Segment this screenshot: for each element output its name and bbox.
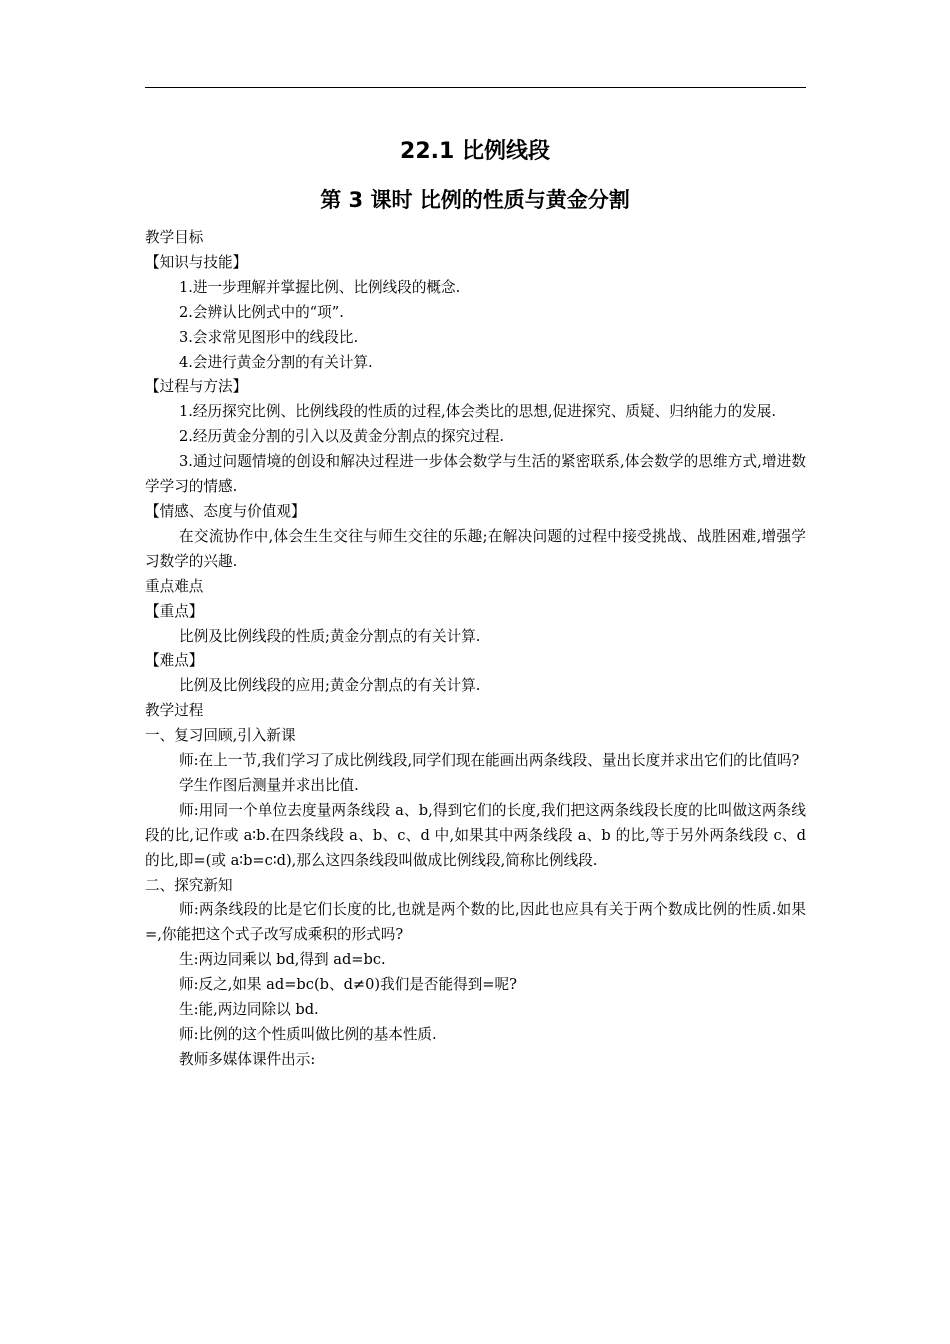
body-paragraph: 教师多媒体课件出示: — [179, 1050, 316, 1068]
section-heading: 教学目标 — [145, 229, 204, 246]
body-paragraph: 生:能,两边同除以 bd. — [179, 1001, 319, 1019]
body-paragraph: 2.经历黄金分割的引入以及黄金分割点的探究过程. — [179, 428, 505, 446]
section-heading: 教学过程 — [145, 702, 204, 720]
body-paragraph: 师:反之,如果 ad=bc(b、d≠0)我们是否能得到=呢? — [179, 976, 517, 994]
section-heading: 【知识与技能】 — [145, 253, 248, 271]
header-rule — [145, 87, 806, 88]
document-title: 22.1 比例线段 — [400, 139, 550, 164]
body-paragraph: 1.进一步理解并掌握比例、比例线段的概念. — [179, 278, 461, 296]
section-heading: 【过程与方法】 — [145, 378, 248, 396]
body-paragraph: 师:在上一节,我们学习了成比例线段,同学们现在能画出两条线段、量出长度并求出它们的比值吗? — [179, 752, 800, 770]
section-heading: 【难点】 — [145, 652, 204, 670]
section-heading: 一、复习回顾,引入新课 — [145, 727, 296, 745]
lesson-subtitle: 第 3 课时 比例的性质与黄金分割 — [320, 188, 630, 212]
body-paragraph: 师:比例的这个性质叫做比例的基本性质. — [179, 1026, 437, 1043]
body-paragraph: 学生作图后测量并求出比值. — [179, 776, 359, 794]
body-paragraph: 比例及比例线段的性质;黄金分割点的有关计算. — [179, 627, 481, 645]
body-paragraph: 3.会求常见图形中的线段比. — [179, 328, 359, 346]
section-heading: 重点难点 — [145, 577, 204, 595]
section-heading: 二、探究新知 — [145, 876, 233, 894]
body-paragraph: 2.会辨认比例式中的“项”. — [179, 303, 344, 321]
body-paragraph: 4.会进行黄金分割的有关计算. — [179, 353, 373, 371]
body-paragraph: 师:两条线段的比是它们长度的比,也就是两个数的比,因此也应具有关于两个数成比例的性质.如果=,你能把这个式子改写成乘积的形式吗? — [145, 901, 806, 944]
body-paragraph: 1.经历探究比例、比例线段的性质的过程,体会类比的思想,促进探究、质疑、归纳能力的发展. — [179, 403, 777, 421]
body-paragraph: 生:两边同乘以 bd,得到 ad=bc. — [179, 951, 386, 969]
document-body — [145, 226, 806, 1073]
body-paragraph: 3.通过问题情境的创设和解决过程进一步体会数学与生活的紧密联系,体会数学的思维方式,增进数学学习的情感. — [145, 453, 806, 496]
section-heading: 【重点】 — [145, 602, 204, 620]
body-paragraph: 师:用同一个单位去度量两条线段 a、b,得到它们的长度,我们把这两条线段长度的比叫做这两条线段的比,记作或 a∶b.在四条线段 a、b、c、d 中,如果其中两条线段 a、b 的比,等于另外两条线段 c、d 的比,即=(或 a∶b=c∶d),那么这四条线段叫做成比例线段,简称比例线段. — [145, 801, 806, 869]
section-heading: 【情感、态度与价值观】 — [145, 502, 306, 520]
body-paragraph: 在交流协作中,体会生生交往与师生交往的乐趣;在解决问题的过程中接受挑战、战胜困难,增强学习数学的兴趣. — [145, 527, 806, 570]
body-paragraph: 比例及比例线段的应用;黄金分割点的有关计算. — [179, 677, 481, 695]
